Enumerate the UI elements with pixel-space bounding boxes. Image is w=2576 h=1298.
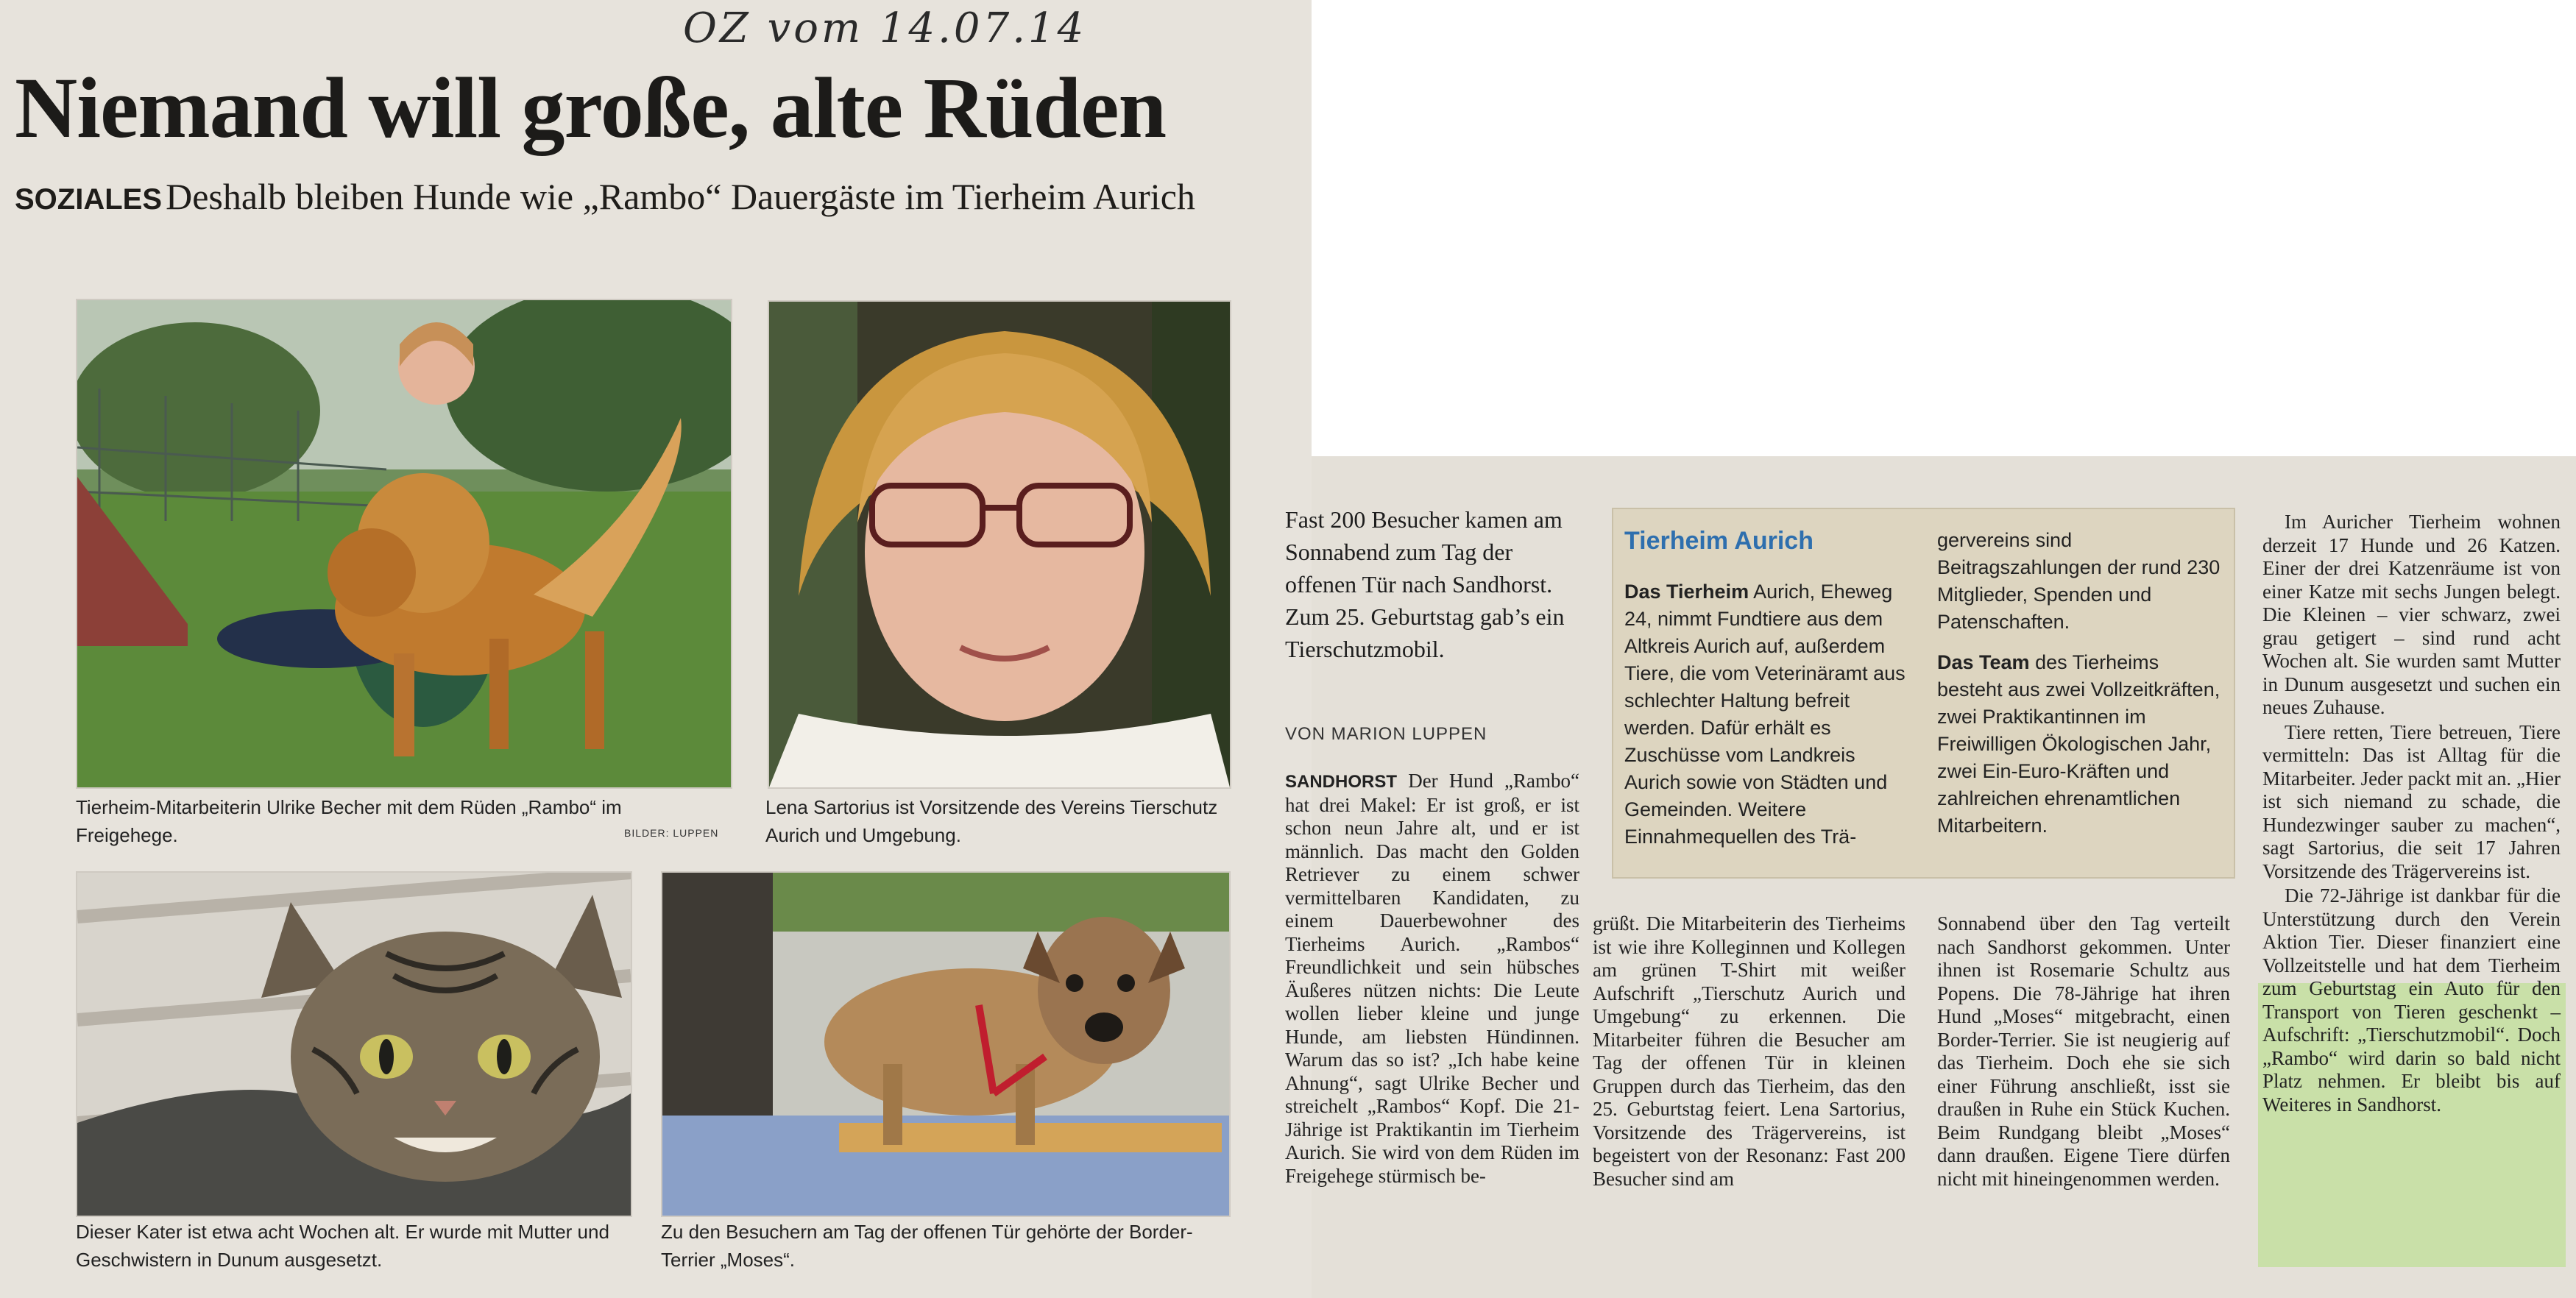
infobox-lead-team: Das Team bbox=[1937, 651, 2030, 673]
infobox-text-tierheim: Aurich, Eheweg 24, nimmt Fundtiere aus dem Altkreis Aurich auf, außerdem Tiere, die vom Veterinäramt aus schlechter Haltung befreit werden. Dafür erhält es Zuschüsse vom Landkreis Aurich sowie von Städten und Gemeinden. Weitere Einnahmequellen des Trä- bbox=[1624, 581, 1906, 848]
headline: Niemand will große, alte Rüden bbox=[15, 60, 1167, 156]
photo-sartorius-image bbox=[769, 302, 1230, 787]
caption-sartorius: Lena Sartorius ist Vorsitzende des Vereins Tierschutz Aurich und Umgebung. bbox=[765, 796, 1218, 846]
subheadline bbox=[15, 175, 1195, 218]
dateline: SANDHORST bbox=[1285, 772, 1398, 792]
byline: VON MARION LUPPEN bbox=[1285, 724, 1487, 744]
caption-kitten: Dieser Kater ist etwa acht Wochen alt. Er wurde mit Mutter und Geschwistern in Dunum ausgesetzt. bbox=[76, 1221, 609, 1271]
body-column-4-p1: Im Auricher Tierheim wohnen derzeit 17 Hunde und 26 Katzen. Einer der drei Katzenräume ist von einer Katze mit sechs Jungen belegt. Die Kleinen – vier schwarz, zwei grau getigert – sind rund acht Wochen alt. Sie wurden samt Mutter in Dunum ausgesetzt und suchen ein neues Zuhause. bbox=[2262, 511, 2561, 718]
infobox-team-paragraph bbox=[1937, 649, 2221, 840]
infobox-text-team: des Tierheims besteht aus zwei Vollzeitkräften, zwei Praktikantinnen im Freiwilligen Ökologischen Jahr, zwei Ein-Euro-Kräften und zahlreichen ehrenamtlichen Mitarbeitern. bbox=[1937, 651, 2221, 837]
body-column-4-p3: Die 72-Jährige ist dankbar für die Unterstützung durch den Verein Aktion Tier. Dieser finanziert eine Vollzeitstelle und hat dem Tierheim zum Geburtstag ein Auto für den Transport von Tieren geschenkt – Aufschrift: „Tierschutzmobil“. Doch „Rambo“ wird darin so bald nicht Platz nehmen. Er bleibt bis auf Weiteres in Sandhorst. bbox=[2262, 884, 2561, 1116]
body-column-4-p2: Tiere retten, Tiere betreuen, Tiere vermitteln: Das ist Alltag für die Mitarbeiter. Jeder packt mit an. „Hier ist sich niemand zu schade, die Hundezwinger sauber zu machen“, sagt Sartorius, die seit 17 Jahren Vorsitzende des Trägervereins ist. bbox=[2262, 720, 2561, 882]
body-column-3: Sonnabend über den Tag verteilt nach Sandhorst gekommen. Unter ihnen ist Rosemarie Schultz aus Popens. Die 78-Jährige hat ihren Hund „Moses“ mitgebracht, einen Border-Terrier. Sie ist neugierig auf das Tierheim. Doch ehe sie sich einer Führung anschließt, isst sie draußen in Ruhe ein Stück Kuchen. Beim Rundgang bleibt „Moses“ dann draußen. Eigene Tiere dürfen nicht mit hineingenommen werden. bbox=[1937, 912, 2230, 1190]
body-column-1-text: Der Hund „Rambo“ hat drei Makel: Er ist groß, er ist schon neun Jahre alt, und er ist männlich. Das macht den Golden Retriever zu einem schwer vermittelbaren Kandidaten, zu einem Dauerbewohner des Tierheims Aurich. „Rambos“ Freundlichkeit und sein hübsches Äußeres nützen nichts: Die Leute wollen lieber kleine und junge Hunde, am liebsten Hündinnen. Warum das so ist? „Ich habe keine Ahnung“, sagt Ulrike Becher und streichelt „Rambos“ Kopf. Die 21-Jährige ist Praktikantin im Tierheim Aurich. Sie wird von dem Rüden im Freigehege stürmisch be- bbox=[1285, 770, 1580, 1187]
photo-moses-image bbox=[662, 873, 1229, 1216]
photo-rambo-image bbox=[77, 300, 731, 787]
photo-rambo bbox=[76, 299, 732, 789]
photo-moses bbox=[661, 871, 1231, 1217]
infobox-column-1 bbox=[1624, 578, 1911, 851]
body-column-1 bbox=[1285, 770, 1579, 1188]
infobox-column-2 bbox=[1937, 527, 2221, 840]
caption-rambo: Tierheim-Mitarbeiterin Ulrike Becher mit dem Rüden „Rambo“ im Freigehege. bbox=[76, 796, 622, 846]
kicker-label: SOZIALES bbox=[15, 183, 163, 216]
body-column-2: grüßt. Die Mitarbeiterin des Tierheims ist wie ihre Kolleginnen und Kollegen am grünen T-Shirt mit weißer Aufschrift „Tierschutz Aurich und Umgebung“ zu erkennen. Die Mitarbeiter führen die Besucher am Tag der offenen Tür in kleinen Gruppen durch das Tierheim, das den 25. Geburtstag feiert. Lena Sartorius, Vorsitzende des Trägervereins, ist begeistert von der Resonanz: Fast 200 Besucher sind am bbox=[1593, 912, 1906, 1190]
photo-kitten-image bbox=[77, 873, 631, 1216]
subheadline-text: Deshalb bleiben Hunde wie „Rambo“ Dauergäste im Tierheim Aurich bbox=[166, 176, 1195, 217]
infobox-lead-tierheim: Das Tierheim bbox=[1624, 581, 1749, 603]
article-intro: Fast 200 Besucher kamen am Sonnabend zum Tag der offenen Tür nach Sandhorst. Zum 25. Geburtstag gab’s ein Tierschutzmobil. bbox=[1285, 506, 1565, 662]
photo-sartorius bbox=[768, 300, 1231, 789]
body-column-4 bbox=[2262, 511, 2561, 1116]
photo-credit: BILDER: LUPPEN bbox=[624, 827, 719, 839]
photo-kitten bbox=[76, 871, 632, 1217]
infobox-text-funding: gervereins sind Beitragszahlungen der rund 230 Mitglieder, Spenden und Patenschaften. bbox=[1937, 529, 2221, 633]
infobox-title: Tierheim Aurich bbox=[1624, 527, 1814, 555]
handwritten-date-note: OZ vom 14.07.14 bbox=[683, 4, 1087, 52]
caption-moses: Zu den Besuchern am Tag der offenen Tür gehörte der Border-Terrier „Moses“. bbox=[661, 1221, 1193, 1271]
